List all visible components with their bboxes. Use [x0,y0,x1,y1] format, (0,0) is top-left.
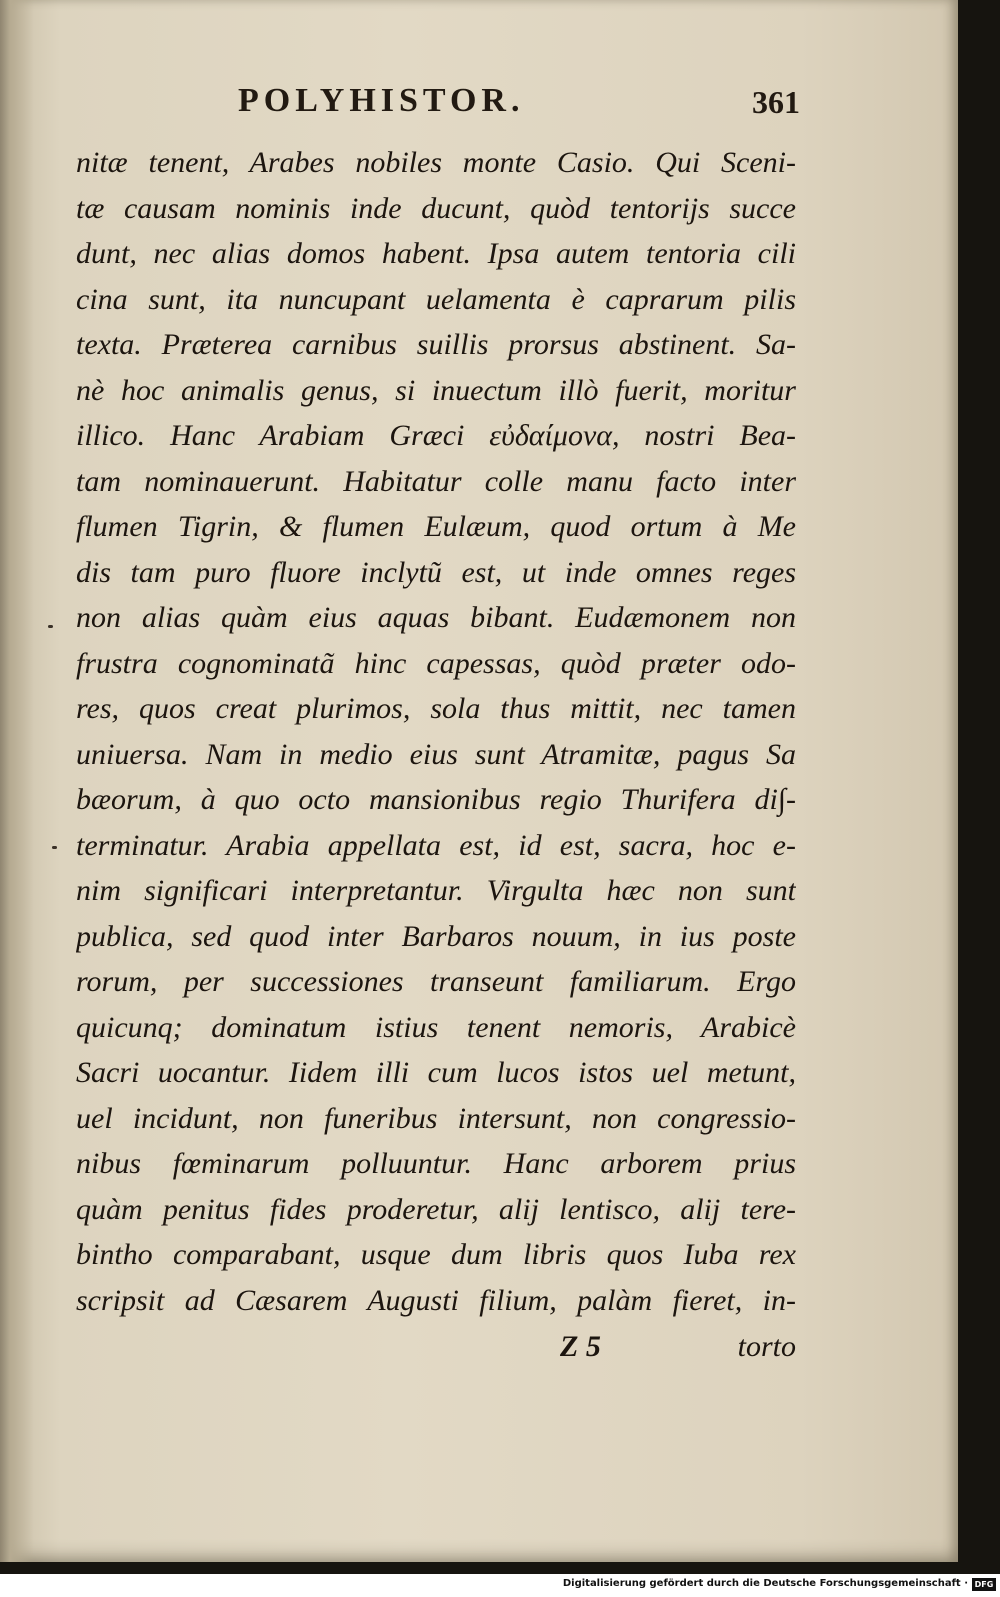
text-line: res, quos creat plurimos, sola thus mittit, nec tamen [76,692,796,725]
page-number: 361 [752,84,800,120]
text-line: dunt, nec alias domos habent. Ipsa autem tentoria cili [76,237,796,270]
text-line: nè hoc animalis genus, si inuectum illò fuerit, moritur [76,373,796,407]
text-line: scripsit ad Cæsarem Augusti filium, palàm fieret, in- [76,1283,796,1317]
text-line: texta. Præterea carnibus suillis prorsus abstinent. Sa- [76,328,796,361]
text-line: rorum, per successiones transeunt familiarum. Ergo [76,965,796,998]
text-line: bintho comparabant, usque dum libris quos Iuba rex [76,1238,796,1271]
catchword-row [76,1330,796,1374]
margin-mark [52,846,57,849]
margin-mark [48,625,53,628]
text-line: publica, sed quod inter Barbaros nouum, in ius poste [76,919,796,953]
text-line: frustra cognominatã hinc capessas, quòd præter odo- [76,646,796,680]
text-line: quicunq; dominatum istius tenent nemoris, Arabicè [76,1010,796,1044]
text-line: terminatur. Arabia appellata est, id est, sacra, hoc e- [76,828,796,862]
text-line: illico. Hanc Arabiam Græci εὐδαίμονα, nostri Bea- [76,419,796,452]
page-gutter-shadow [0,0,34,1562]
text-line: tam nominauerunt. Habitatur colle manu facto inter [76,464,796,498]
digitization-footer [0,1574,1000,1597]
dfg-logo: DFG [972,1578,996,1591]
signature-mark: Z 5 [560,1330,601,1363]
text-line: nim significari interpretantur. Virgulta hæc non sunt [76,874,796,907]
text-line: Sacri uocantur. Iidem illi cum lucos istos uel metunt, [76,1056,796,1089]
body-text [76,140,796,1323]
catchword: torto [737,1330,796,1363]
text-line: tæ causam nominis inde ducunt, quòd tentorijs succe [76,191,796,225]
text-line: flumen Tigrin, & flumen Eulæum, quod ortum à Me [76,510,796,543]
running-title: POLYHISTOR. [238,82,525,119]
text-line: cina sunt, ita nuncupant uelamenta è caprarum pilis [76,282,796,316]
text-line: uniuersa. Nam in medio eius sunt Atramitæ, pagus Sa [76,737,796,771]
text-line: nitæ tenent, Arabes nobiles monte Casio. Qui Sceni- [76,146,796,179]
running-head [80,82,800,132]
text-line: dis tam puro fluore inclytũ est, ut inde omnes reges [76,555,796,589]
text-line: non alias quàm eius aquas bibant. Eudæmonem non [76,601,796,634]
text-line: bæorum, à quo octo mansionibus regio Thurifera di∫- [76,783,796,816]
text-line: nibus fœminarum polluuntur. Hanc arborem prius [76,1147,796,1180]
text-line: uel incidunt, non funeribus intersunt, non congressio- [76,1101,796,1135]
text-line: quàm penitus fides proderetur, alij lentisco, alij tere- [76,1192,796,1226]
funding-credit: Digitalisierung gefördert durch die Deutsche Forschungsgemeinschaft · [562,1578,968,1589]
